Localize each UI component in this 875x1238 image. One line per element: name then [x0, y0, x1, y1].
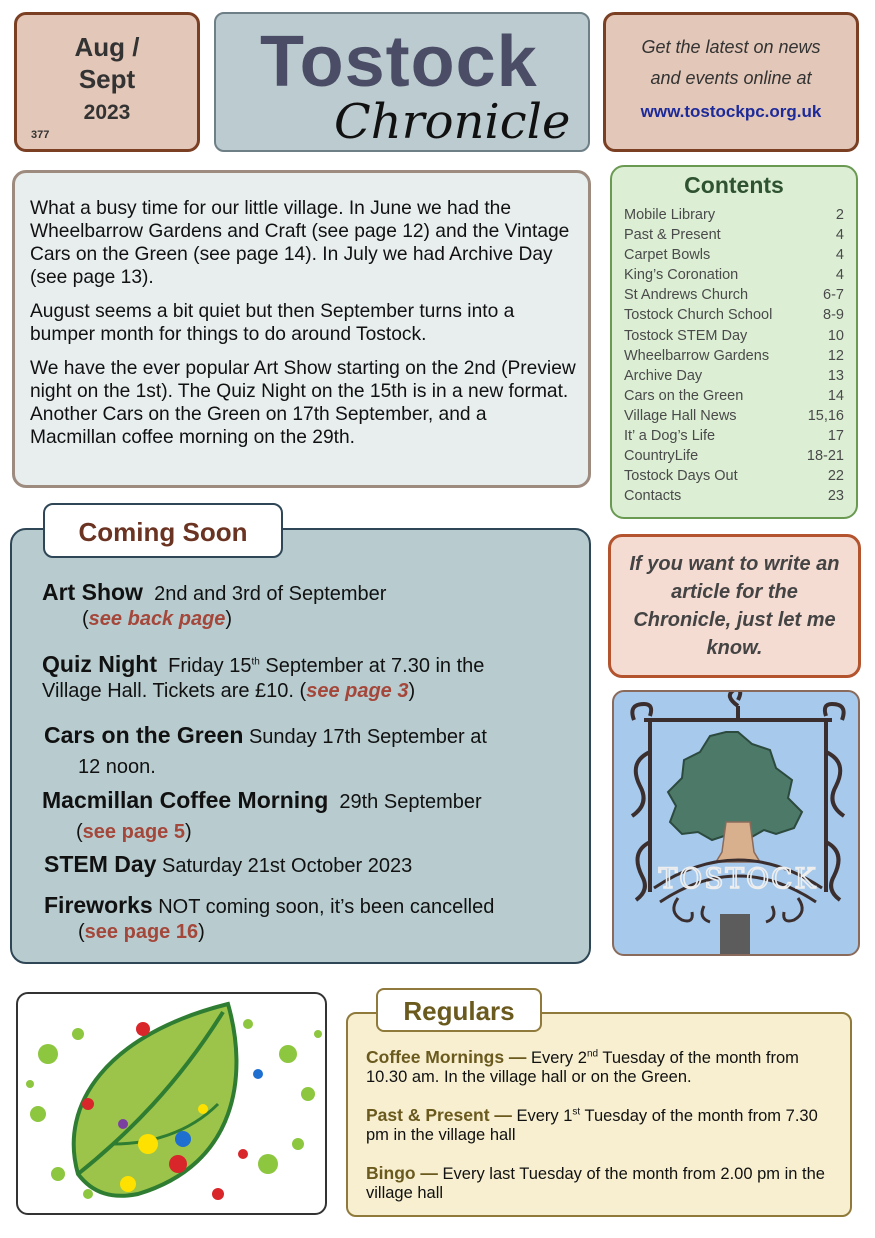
contents-item-label: Tostock Church School	[624, 307, 773, 324]
contents-item-label: Carpet Bowls	[624, 247, 711, 264]
regulars-box	[346, 1012, 852, 1217]
contents-item-page: 12	[827, 347, 844, 364]
contents-item[interactable]	[624, 466, 844, 486]
regular-name: Bingo —	[366, 1163, 438, 1183]
see-page-link[interactable]: see page 3	[306, 680, 409, 702]
intro-box	[12, 170, 591, 488]
contents-item-label: Past & Present	[624, 227, 721, 244]
intro-paragraph: August seems a bit quiet but then September turns into a bumper month for things to do around Tostock.	[30, 301, 515, 345]
coming-soon-title: Coming Soon	[78, 517, 248, 547]
event-detail: 29th September	[339, 791, 482, 813]
contents-item-label: Wheelbarrow Gardens	[624, 347, 770, 364]
intro-paragraph: What a busy time for our little village. In June we had the Wheelbarrow Gardens and Craft (see page 12) and the Vintage Cars on the Green (see page 14). In July we had Archive Day (see page 13).	[30, 198, 570, 288]
event-name: Fireworks	[44, 892, 153, 918]
leaf-artwork-image	[16, 992, 327, 1215]
online-box	[603, 12, 859, 152]
issue-month-line2: Sept	[78, 64, 136, 94]
paren-close: )	[198, 921, 205, 943]
article-note-line: know.	[706, 637, 763, 659]
contents-list	[624, 205, 844, 506]
contents-item-page: 10	[827, 327, 844, 344]
contents-item[interactable]	[624, 406, 844, 426]
paren-close: )	[225, 608, 233, 630]
ordinal-suffix: th	[251, 656, 260, 668]
online-line2: and events online at	[650, 68, 812, 88]
event-stem-day	[44, 852, 412, 879]
event-art-show	[42, 580, 386, 632]
event-detail: NOT coming soon, it’s been cancelled	[152, 896, 495, 918]
contents-item[interactable]	[624, 305, 844, 325]
masthead-title: Tostock	[260, 22, 538, 102]
online-text	[606, 32, 856, 94]
contents-item[interactable]	[624, 486, 844, 506]
event-name: Cars on the Green	[44, 722, 244, 748]
event-macmillan	[42, 785, 482, 847]
contents-item[interactable]	[624, 205, 844, 225]
regular-detail: Tuesday of the month from 10.30 am. In the village hall or on the Green.	[366, 1049, 799, 1086]
contents-item-page: 6-7	[823, 287, 844, 304]
village-sign-image	[612, 690, 860, 956]
event-cars-on-green	[44, 720, 487, 782]
contents-item[interactable]	[624, 326, 844, 346]
contents-title: Contents	[684, 172, 784, 198]
paren-open: (	[76, 821, 83, 843]
regular-coffee-mornings	[366, 1048, 836, 1087]
issue-year: 2023	[83, 101, 131, 124]
regular-detail: Every 1	[511, 1107, 573, 1125]
online-line1: Get the latest on news	[641, 37, 821, 57]
contents-item-page: 2	[835, 207, 844, 223]
contents-item-page: 8-9	[823, 307, 844, 324]
contents-item-page: 4	[835, 247, 844, 264]
contents-item[interactable]	[624, 225, 844, 245]
see-page-link[interactable]: see back page	[88, 608, 226, 630]
ordinal-suffix: nd	[586, 1048, 599, 1060]
article-note-box	[608, 534, 861, 678]
masthead-subtitle: Chronicle	[334, 94, 571, 150]
paren-close: )	[184, 821, 192, 843]
intro-paragraph: We have the ever popular Art Show starting on the 2nd (Preview night on the 1st). The Quiz Night on the 15th is in a new format. Another Cars on the Green on 17th September, and a Macmillan coffee morning on the 29th.	[30, 358, 576, 448]
event-detail: Friday 15	[168, 655, 252, 677]
article-note-line: article for the	[671, 581, 798, 603]
contents-item-page: 22	[827, 468, 844, 485]
contents-item[interactable]	[624, 285, 844, 305]
sign-post	[720, 914, 750, 956]
event-fireworks	[44, 893, 494, 945]
contents-item-label: St Andrews Church	[624, 287, 749, 304]
contents-item-label: CountryLife	[624, 448, 699, 465]
contents-item-label: Contacts	[624, 488, 682, 505]
contents-item-label: King’s Coronation	[624, 267, 739, 284]
see-page-link[interactable]: see page 16	[84, 921, 199, 943]
paren-close: )	[408, 680, 416, 702]
event-name: STEM Day	[44, 851, 157, 877]
masthead	[214, 12, 590, 152]
issue-box	[14, 12, 200, 152]
regular-detail: Every 2	[526, 1049, 587, 1067]
contents-item-page: 23	[827, 488, 844, 505]
contents-item-page: 15,16	[807, 407, 844, 424]
contents-item[interactable]	[624, 366, 844, 386]
issue-number: 377	[31, 129, 50, 141]
event-detail: Saturday 21st October 2023	[156, 855, 413, 877]
regulars-tab	[376, 988, 542, 1032]
coming-soon-box	[10, 528, 591, 964]
contents-box	[610, 165, 858, 519]
contents-item-label: It’ a Dog’s Life	[624, 428, 716, 445]
event-name: Quiz Night	[42, 651, 157, 677]
regular-name: Past & Present —	[366, 1105, 512, 1125]
regular-name: Coffee Mornings —	[366, 1047, 527, 1067]
contents-item[interactable]	[624, 346, 844, 366]
paren-open: (	[82, 608, 89, 630]
event-quiz-night	[42, 652, 484, 704]
contents-item-label: Cars on the Green	[624, 387, 744, 404]
event-detail: 12 noon.	[78, 756, 156, 778]
website-link[interactable]: www.tostockpc.org.uk	[640, 102, 822, 121]
contents-item[interactable]	[624, 446, 844, 466]
contents-item-page: 17	[827, 428, 844, 445]
contents-item[interactable]	[624, 426, 844, 446]
issue-month-line1: Aug /	[74, 32, 140, 62]
contents-item-page: 13	[827, 367, 844, 384]
event-name: Macmillan Coffee Morning	[42, 787, 329, 813]
regular-detail: Every last Tuesday of the month from 2.00 pm in the village hall	[366, 1165, 825, 1202]
article-note-line: If you want to write an	[629, 553, 840, 575]
contents-item-page: 18-21	[806, 448, 844, 465]
regulars-title: Regulars	[403, 996, 515, 1026]
contents-item-label: Mobile Library	[624, 207, 716, 223]
regular-past-present	[366, 1106, 836, 1145]
coming-soon-tab	[43, 503, 283, 558]
regular-detail: Tuesday of the month from 7.30 pm in the village hall	[366, 1107, 818, 1144]
contents-item-page: 4	[835, 227, 844, 244]
paren-open: (	[78, 921, 85, 943]
event-detail: Sunday 17th September at	[243, 726, 487, 748]
ordinal-suffix: st	[572, 1106, 581, 1118]
regular-bingo	[366, 1164, 836, 1203]
village-sign-illustration	[614, 692, 860, 956]
leaf-illustration	[18, 994, 327, 1215]
event-detail: September at 7.30 in the	[259, 655, 485, 677]
contents-item[interactable]	[624, 245, 844, 265]
see-page-link[interactable]: see page 5	[82, 821, 185, 843]
contents-item[interactable]	[624, 386, 844, 406]
event-detail: Village Hall. Tickets are £10. (	[42, 680, 307, 702]
contents-item[interactable]	[624, 265, 844, 285]
article-note-line: Chronicle, just let me	[633, 609, 836, 631]
contents-item-label: Tostock Days Out	[624, 468, 738, 485]
contents-item-label: Tostock STEM Day	[624, 327, 748, 344]
contents-item-label: Archive Day	[624, 367, 703, 384]
sign-lettering: TOSTOCK	[658, 862, 818, 895]
contents-item-page: 4	[835, 267, 844, 284]
contents-item-page: 14	[827, 387, 844, 404]
event-name: Art Show	[42, 579, 143, 605]
contents-item-label: Village Hall News	[624, 407, 737, 424]
event-detail: 2nd and 3rd of September	[154, 583, 387, 605]
